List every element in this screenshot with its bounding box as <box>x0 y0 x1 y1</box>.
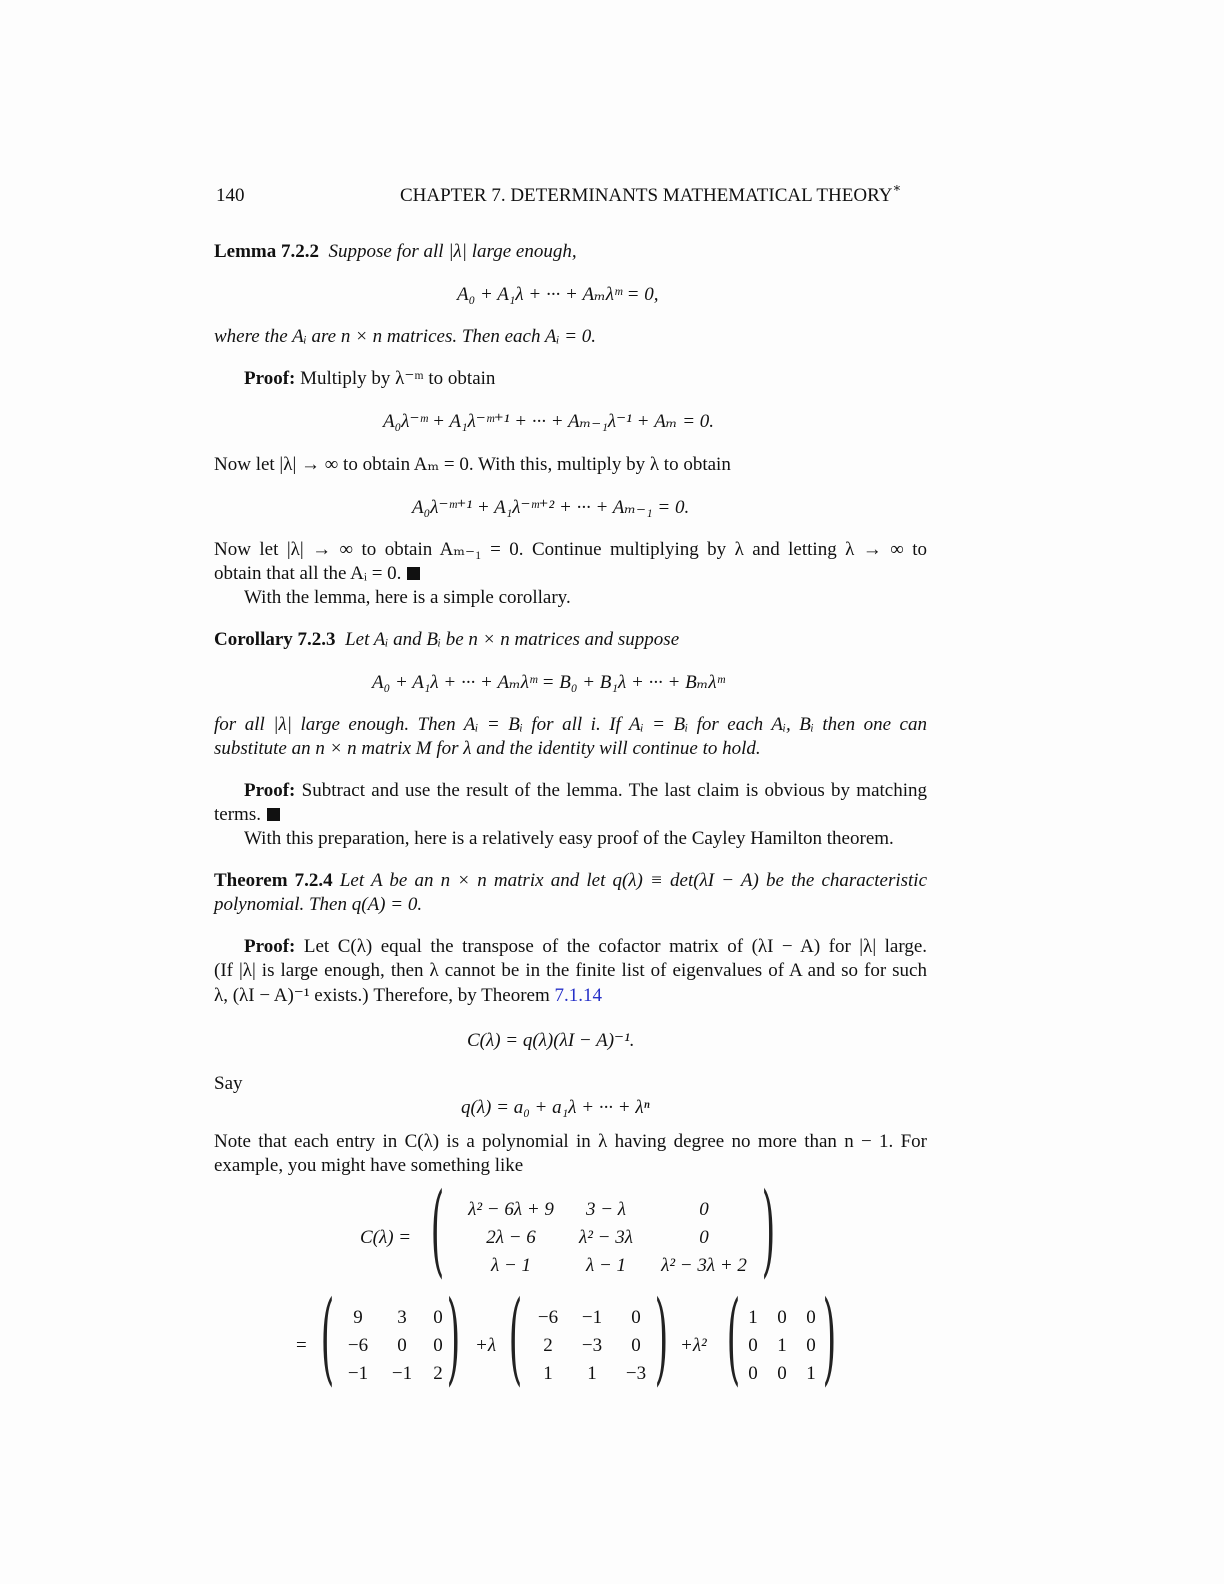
matrix-cell: 2 <box>433 1363 443 1384</box>
matrix-m2 <box>726 1279 838 1396</box>
matrix-cell: 0 <box>806 1307 816 1328</box>
matrix-cell: λ − 1 <box>490 1255 532 1276</box>
running-header <box>400 180 902 208</box>
theorem-line1 <box>214 869 927 893</box>
theorem-proof-line4: Note that each entry in C(λ) is a polynomial in λ having degree no more than n − 1. For <box>214 1131 927 1152</box>
matrix-cell: 0 <box>777 1307 787 1328</box>
theorem-proof-equation-2: q(λ) = a₀ + a₁λ + ··· + λⁿ <box>461 1097 650 1118</box>
matrix-cell: λ² − 3λ <box>579 1227 633 1248</box>
matrix-cell: 0 <box>806 1335 816 1356</box>
matrix-cell: 3 − λ <box>585 1199 627 1220</box>
matrix-cell: 2λ − 6 <box>486 1227 536 1248</box>
matrix-cell: 0 <box>631 1307 641 1328</box>
lemma-proof-line1 <box>244 367 495 391</box>
matrix-cell: 1 <box>748 1307 758 1328</box>
right-paren-icon: ) <box>446 1279 461 1396</box>
lemma-statement <box>214 240 577 264</box>
theorem-label: Theorem 7.2.4 <box>214 870 333 891</box>
page-number: 140 <box>216 185 245 206</box>
matrix-cell: −3 <box>625 1363 647 1384</box>
qed-square-icon <box>267 808 280 821</box>
lemma-proof-equation-2: A₀λ⁻ᵐ⁺¹ + A₁λ⁻ᵐ⁺² + ··· + Aₘ₋₁ = 0. <box>412 497 690 518</box>
matrix-cell: 1 <box>806 1363 816 1384</box>
proof-text: Subtract and use the result of the lemma. The last claim is obvious by matching <box>301 780 928 801</box>
matrix-cell: −1 <box>581 1307 603 1328</box>
corollary-equation: A₀ + A₁λ + ··· + Aₘλᵐ = B₀ + B₁λ + ··· + Bₘλᵐ <box>372 672 725 693</box>
lemma-proof-line3: Now let |λ| → ∞ to obtain Aₘ₋₁ = 0. Continue multiplying by λ and letting λ → ∞ to <box>214 539 927 560</box>
corollary-statement <box>214 628 679 652</box>
theorem-reference-link[interactable]: 7.1.14 <box>554 985 602 1006</box>
c-matrix <box>430 1171 777 1288</box>
lemma-proof-line2: Now let |λ| → ∞ to obtain Aₘ = 0. With this, multiply by λ to obtain <box>214 454 731 475</box>
equals-sign: = <box>296 1335 307 1356</box>
plus-lambda-squared: +λ² <box>680 1335 707 1356</box>
corollary-line1: for all |λ| large enough. Then Aᵢ = Bᵢ for all i. If Aᵢ = Bᵢ for each Aᵢ, Bᵢ then one can <box>214 714 927 735</box>
matrix-cell: 0 <box>777 1363 787 1384</box>
matrix-cell: 0 <box>699 1227 709 1248</box>
left-paren-icon: ( <box>320 1279 335 1396</box>
matrix-cell: 9 <box>353 1307 363 1328</box>
left-paren-icon: ( <box>726 1279 741 1396</box>
matrix-cell: 0 <box>397 1335 407 1356</box>
theorem-proof-line2: (If |λ| is large enough, then λ cannot be in the finite list of eigenvalues of A and so for such <box>214 960 927 981</box>
matrix-cell: 3 <box>397 1307 407 1328</box>
matrix-cell: 0 <box>748 1363 758 1384</box>
lemma-intro: Suppose for all |λ| large enough, <box>328 241 577 262</box>
chapter-title: CHAPTER 7. DETERMINANTS MATHEMATICAL THEORY <box>400 185 893 206</box>
proof-text: Multiply by λ⁻ᵐ to obtain <box>300 368 496 389</box>
theorem-proof-line1 <box>244 935 927 959</box>
right-paren-icon: ) <box>822 1279 837 1396</box>
matrix-cell: 0 <box>748 1335 758 1356</box>
corollary-label: Corollary 7.2.3 <box>214 629 336 650</box>
right-paren-icon: ) <box>761 1171 776 1288</box>
proof-text: terms. <box>214 804 261 825</box>
matrix-cell: −6 <box>537 1307 559 1328</box>
matrix-cell: 1 <box>587 1363 597 1384</box>
left-paren-icon: ( <box>508 1279 523 1396</box>
right-paren-icon: ) <box>654 1279 669 1396</box>
plus-lambda: +λ <box>475 1335 497 1356</box>
lemma-label: Lemma 7.2.2 <box>214 241 320 262</box>
matrix-cell: 1 <box>543 1363 553 1384</box>
corollary-proof-line2 <box>214 803 280 827</box>
corollary-intro: Let Aᵢ and Bᵢ be n × n matrices and suppose <box>345 629 680 650</box>
matrix-cell: −6 <box>347 1335 369 1356</box>
matrix-cell: 2 <box>543 1335 553 1356</box>
proof-text: obtain that all the Aᵢ = 0. <box>214 563 402 584</box>
proof-label: Proof: <box>244 936 296 957</box>
matrix-m1 <box>508 1279 670 1396</box>
proof-text: Let C(λ) equal the transpose of the cofactor matrix of (λI − A) for |λ| large. <box>303 936 928 957</box>
matrix-cell: 0 <box>433 1335 443 1356</box>
matrix-cell: λ² − 3λ + 2 <box>661 1255 747 1276</box>
matrix-cell: 1 <box>777 1335 787 1356</box>
matrix-cell: λ² − 6λ + 9 <box>468 1199 554 1220</box>
theorem-proof-equation-1: C(λ) = q(λ)(λI − A)⁻¹. <box>467 1030 635 1051</box>
theorem-proof-line5: example, you might have something like <box>214 1155 524 1176</box>
say-text: Say <box>214 1073 243 1094</box>
example-lhs: C(λ) = <box>360 1227 412 1248</box>
matrix-cell: −3 <box>581 1335 603 1356</box>
proof-label: Proof: <box>244 780 296 801</box>
corollary-line2: substitute an n × n matrix M for λ and the identity will continue to hold. <box>214 738 761 759</box>
corollary-proof-line1 <box>244 779 927 803</box>
theorem-line2: polynomial. Then q(A) = 0. <box>214 894 423 915</box>
qed-square-icon <box>407 567 420 580</box>
matrix-cell: 0 <box>699 1199 709 1220</box>
left-paren-icon: ( <box>430 1171 445 1288</box>
lemma-statement-end: where the Aᵢ are n × n matrices. Then each Aᵢ = 0. <box>214 326 597 347</box>
theorem-proof-line3 <box>214 984 602 1008</box>
lemma-equation: A₀ + A₁λ + ··· + Aₘλᵐ = 0, <box>457 284 659 305</box>
lemma-proof-line5: With the lemma, here is a simple corollary. <box>244 587 571 608</box>
corollary-proof-line3: With this preparation, here is a relatively easy proof of the Cayley Hamilton theorem. <box>244 828 894 849</box>
matrix-cell: λ − 1 <box>585 1255 627 1276</box>
matrix-cell: −1 <box>391 1363 413 1384</box>
theorem-text: Let A be an n × n matrix and let q(λ) ≡ det(λI − A) be the characteristic <box>339 870 928 891</box>
matrix-cell: 0 <box>433 1307 443 1328</box>
lemma-proof-equation-1: A₀λ⁻ᵐ + A₁λ⁻ᵐ⁺¹ + ··· + Aₘ₋₁λ⁻¹ + Aₘ = 0. <box>383 411 715 432</box>
matrix-cell: 0 <box>631 1335 641 1356</box>
chapter-star: ∗ <box>892 180 902 195</box>
matrix-m0 <box>320 1279 462 1396</box>
lemma-proof-line4 <box>214 562 420 586</box>
matrix-cell: −1 <box>347 1363 369 1384</box>
proof-label: Proof: <box>244 368 296 389</box>
proof-text: λ, (λI − A)⁻¹ exists.) Therefore, by Theorem <box>214 985 550 1006</box>
